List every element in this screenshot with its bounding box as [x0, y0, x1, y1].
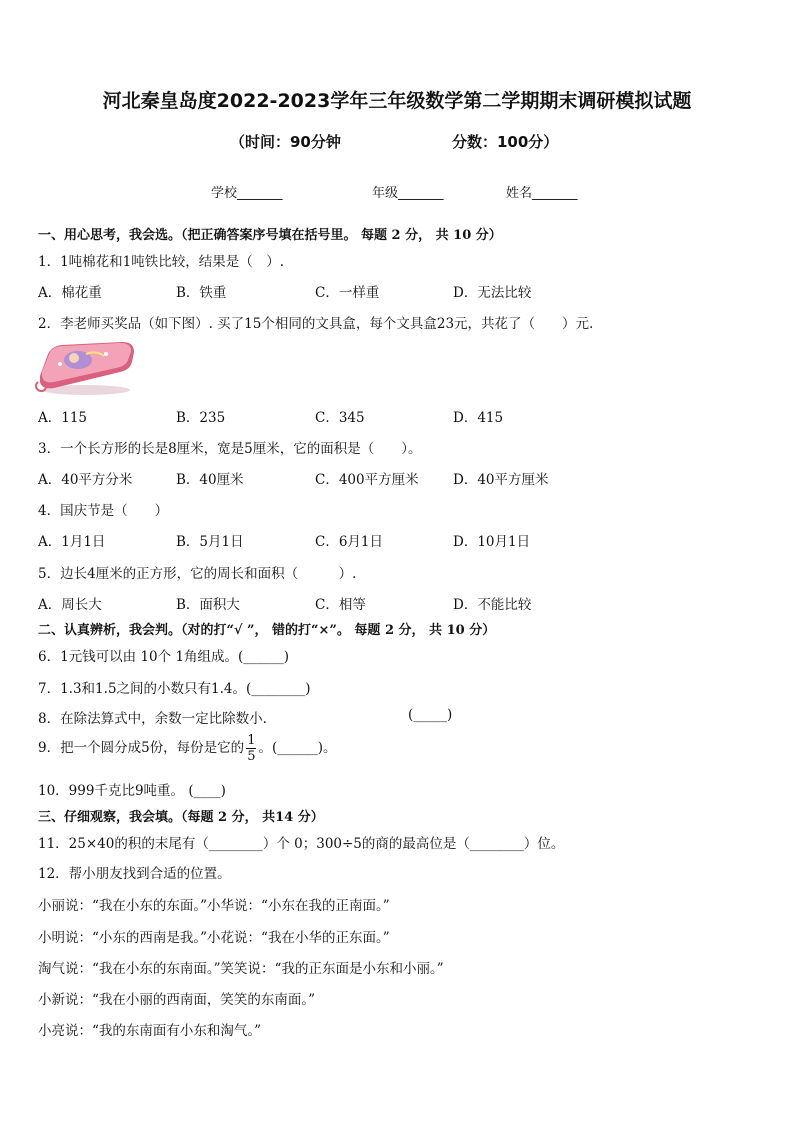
question-text: 11．25×40的积的末尾有（________）个 0；300÷5的商的最高位是（________）位。	[38, 836, 565, 852]
option-a: A．40平方分米	[38, 472, 133, 488]
school-field: 学校_______	[211, 186, 283, 201]
name-field: 姓名_______	[506, 186, 578, 201]
dialog-line: 小新说：“我在小丽的西南面，笑笑的东南面。”	[38, 992, 316, 1008]
answer-blank: (_____)	[408, 707, 453, 723]
option-a: A．周长大	[38, 597, 102, 613]
question-text-before: 9．把一个圆分成5份，每份是它的	[38, 740, 245, 756]
option-c: C．6月1日	[315, 534, 384, 550]
question-text: 6．1元钱可以由 10个 1角组成。(______)	[38, 649, 290, 665]
option-c: C．一样重	[315, 285, 380, 301]
question-text: 2．李老师买奖品（如下图）. 买了15个相同的文具盒，每个文具盒23元，共花了（ ）元.	[38, 316, 594, 332]
question-text: 5．边长4厘米的正方形，它的周长和面积（ ）.	[38, 566, 357, 582]
question-text	[38, 734, 337, 763]
option-c: C．相等	[315, 597, 366, 613]
question-text: 7．1.3和1.5之间的小数只有1.4。(________)	[38, 681, 311, 697]
question-text: 3．一个长方形的长是8厘米，宽是5厘米，它的面积是（ ）。	[38, 441, 422, 457]
dialog-line: 淘气说：“我在小东的东南面。”笑笑说：“我的正东面是小东和小丽。”	[38, 961, 444, 977]
fraction	[246, 734, 256, 763]
section-heading: 一、用心思考，我会选。（把正确答案序号填在括号里。 每题 2 分， 共 10 分）	[38, 228, 502, 243]
question-text: 8．在除法算式中，余数一定比除数小.	[38, 711, 267, 727]
page-title: 河北秦皇岛度2022-2023学年三年级数学第二学期期末调研模拟试题	[102, 90, 692, 112]
question-text: 1．1吨棉花和1吨铁比较，结果是（ ）.	[38, 254, 285, 270]
option-b: B．铁重	[176, 285, 227, 301]
option-b: B．235	[176, 410, 226, 426]
section-heading: 三、仔细观察，我会填。（每题 2 分， 共14 分）	[38, 810, 324, 825]
question-text: 4．国庆节是（ ）	[38, 503, 169, 519]
dialog-line: 小明说：“小东的西南是我。”小花说：“我在小华的正东面。”	[38, 930, 390, 946]
section-heading: 二、认真辨析，我会判。（对的打“√ ”， 错的打“×”。 每题 2 分， 共 10 分）	[38, 623, 496, 638]
pencil-case-image	[34, 338, 138, 398]
fraction-numerator: 1	[247, 733, 256, 748]
option-a: A．棉花重	[38, 285, 102, 301]
option-d: D．10月1日	[453, 534, 531, 550]
fraction-denominator: 5	[247, 749, 256, 764]
exam-time: （时间：90分钟	[230, 133, 341, 151]
option-b: B．5月1日	[176, 534, 244, 550]
option-d: D．无法比较	[453, 285, 532, 301]
question-text: 12．帮小朋友找到合适的位置。	[38, 866, 231, 882]
dialog-line: 小亮说：“我的东南面有小东和淘气。”	[38, 1023, 262, 1039]
exam-score: 分数：100分）	[452, 133, 559, 151]
option-b: B．面积大	[176, 597, 240, 613]
option-c: C．345	[315, 410, 365, 426]
option-d: D．不能比较	[453, 597, 532, 613]
option-d: D．415	[453, 410, 504, 426]
grade-field: 年级_______	[372, 186, 444, 201]
question-text: 10．999千克比9吨重。 (____)	[38, 783, 226, 799]
option-b: B．40厘米	[176, 472, 244, 488]
option-a: A．1月1日	[38, 534, 106, 550]
option-d: D．40平方厘米	[453, 472, 549, 488]
dialog-line: 小丽说：“我在小东的东面。”小华说：“小东在我的正南面。”	[38, 898, 390, 914]
option-c: C．400平方厘米	[315, 472, 419, 488]
question-text-after: 。(______)。	[258, 740, 337, 756]
option-a: A．115	[38, 410, 88, 426]
